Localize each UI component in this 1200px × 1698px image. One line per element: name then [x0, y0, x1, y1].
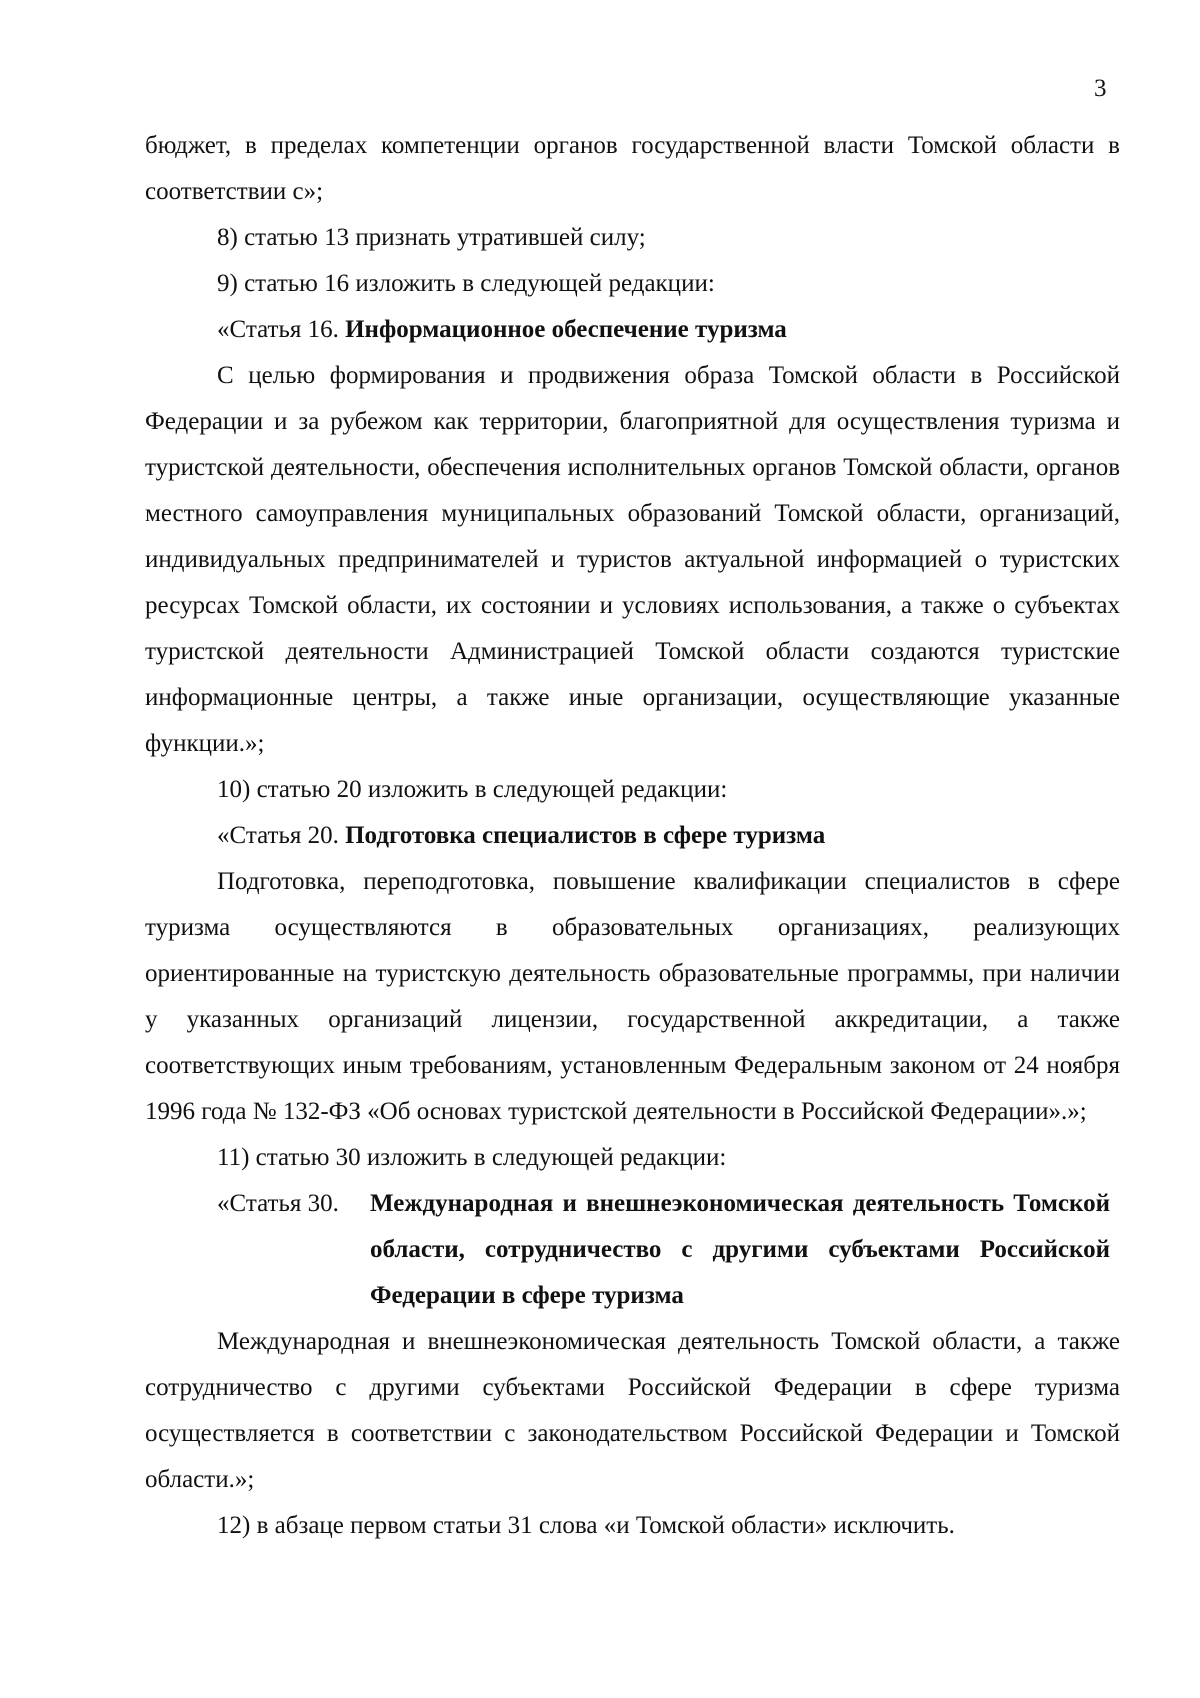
- page-number: 3: [1094, 75, 1107, 102]
- article-20-text: Подготовка, переподготовка, повышение квалификации специалистов в сфере туризма осуществляются в образовательных организациях, реализующих ориентированные на туристскую деятельность образовательные программы, при наличии у указанных организаций лицензии, государственной аккредитации, а также соответствующих иным требованиям, установленным Федеральным законом от 24 ноября 1996 года № 132-ФЗ «Об основах туристской деятельности в Российской Федерации».»;: [145, 868, 1120, 1125]
- item-12: 12) в абзаце первом статьи 31 слова «и Томской области» исключить.: [217, 1512, 955, 1539]
- article-20-label: «Статья 20.: [217, 822, 346, 849]
- paragraph-budget: бюджет, в пределах компетенции органов государственной власти Томской области в соответствии с»;: [145, 132, 1120, 205]
- item-11: 11) статью 30 изложить в следующей редакции:: [217, 1144, 727, 1171]
- article-30-title: Международная и внешнеэкономическая деятельность Томской области, сотрудничество с другими субъектами Российской Федерации в сфере туризма: [370, 1190, 1110, 1309]
- article-30-text: Международная и внешнеэкономическая деятельность Томской области, а также сотрудничество с другими субъектами Российской Федерации в сфере туризма осуществляется в соответствии с законодательством Российской Федерации и Томской области.»;: [145, 1328, 1120, 1493]
- article-20-title: Подготовка специалистов в сфере туризма: [345, 822, 826, 849]
- article-16-label: «Статья 16.: [217, 316, 346, 343]
- article-20-heading: [145, 813, 1120, 859]
- item-8: 8) статью 13 признать утратившей силу;: [217, 224, 646, 251]
- item-10: 10) статью 20 изложить в следующей редакции:: [217, 776, 728, 803]
- item-9: 9) статью 16 изложить в следующей редакции:: [217, 270, 715, 297]
- article-16-text: С целью формирования и продвижения образа Томской области в Российской Федерации и за рубежом как территории, благоприятной для осуществления туризма и туристской деятельности, обеспечения исполнительных органов Томской области, органов местного самоуправления муниципальных образований Томской области, организаций, индивидуальных предпринимателей и туристов актуальной информацией о туристских ресурсах Томской области, их состоянии и условиях использования, а также о субъектах туристской деятельности Администрацией Томской области создаются туристские информационные центры, а также иные организации, осуществляющие указанные функции.»;: [145, 362, 1120, 757]
- document-body: [145, 123, 1120, 1549]
- article-30-heading: [217, 1181, 1120, 1319]
- article-16-heading: [145, 307, 1120, 353]
- article-16-title: Информационное обеспечение туризма: [345, 316, 787, 343]
- article-30-label: «Статья 30.: [217, 1190, 339, 1217]
